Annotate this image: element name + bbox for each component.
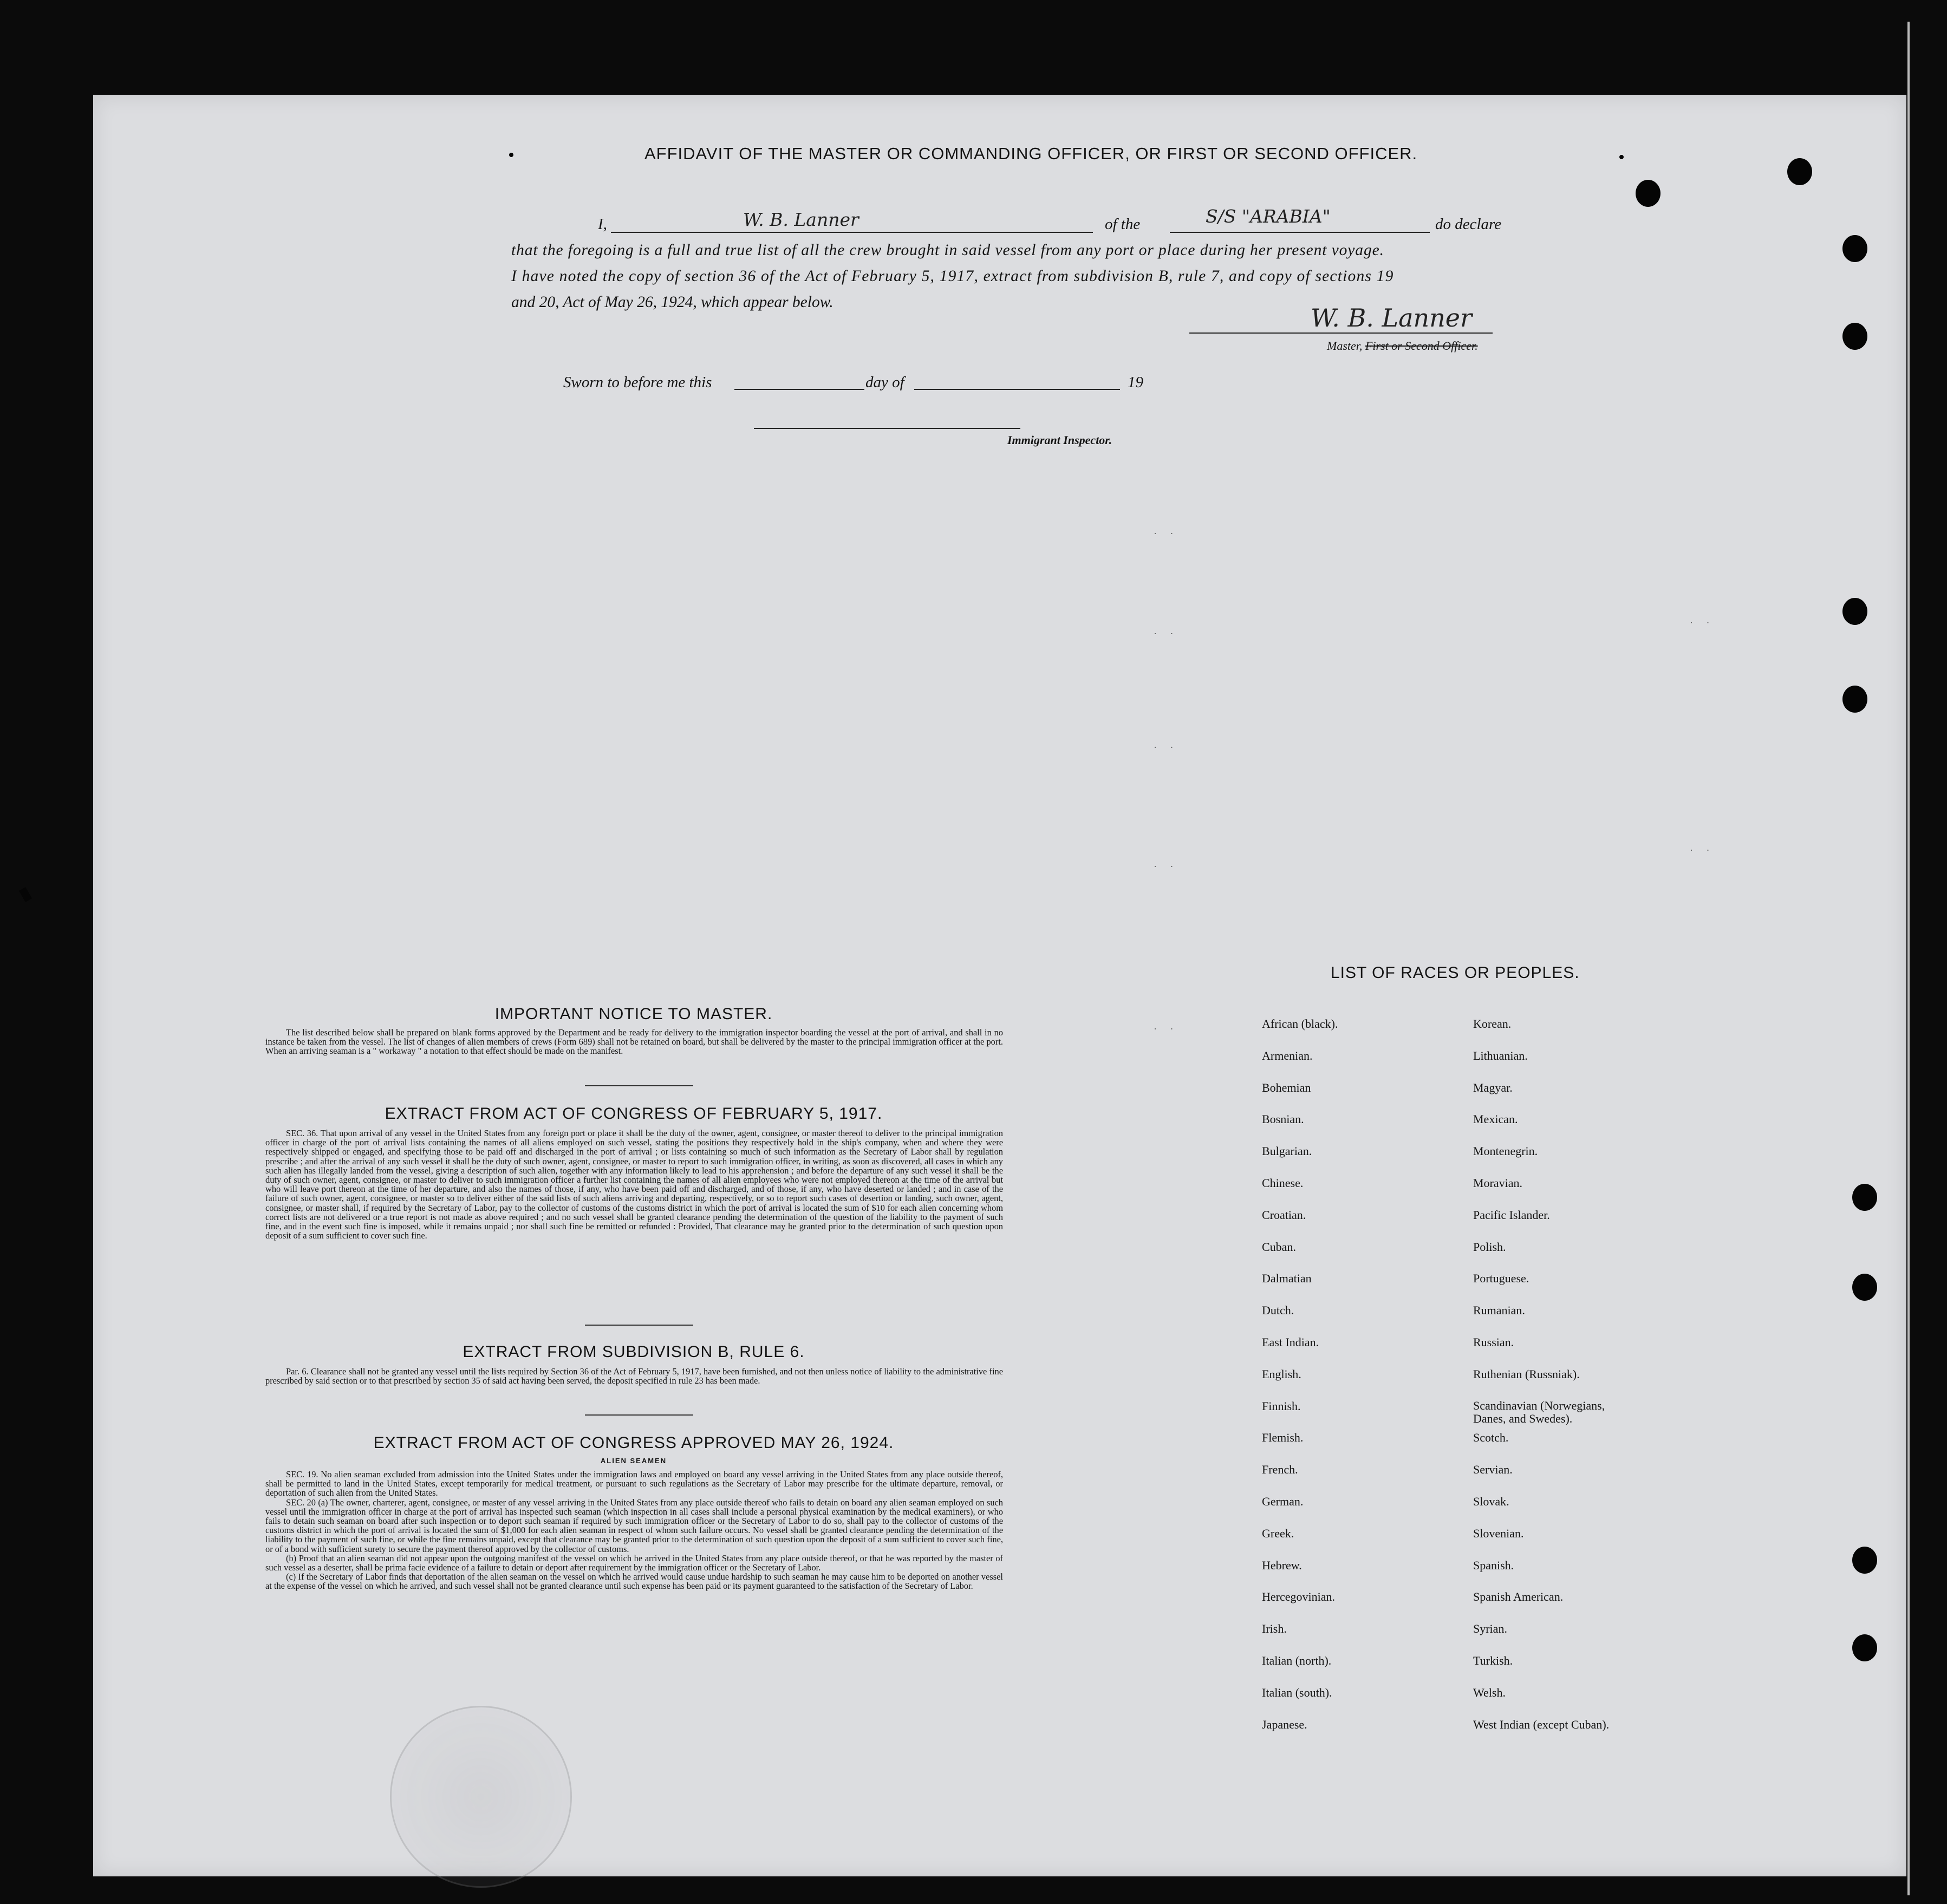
race-item: Italian (north).	[1262, 1654, 1332, 1667]
scan-mark	[1619, 155, 1624, 159]
race-item: Pacific Islander.	[1473, 1208, 1550, 1222]
race-item: Polish.	[1473, 1240, 1506, 1254]
punch-hole	[1852, 1634, 1877, 1661]
affidavit-i-label: I,	[598, 216, 607, 233]
signature-line	[1189, 332, 1493, 334]
punch-hole	[1842, 323, 1867, 350]
sec20c-text: (c) If the Secretary of Labor finds that deportation of the alien seaman on the vessel on which he arrived would cause undue hardship to such seaman he may cause him to be deported on another vessel at the expense of the vessel on which he arrived, and such vessel shall not be granted clearance until such expense has been paid or its payment guaranteed to the satisfaction of the Secretary of Labor.	[265, 1572, 1003, 1592]
notice-heading: IMPORTANT NOTICE TO MASTER.	[494, 1005, 773, 1023]
race-item: Italian (south).	[1262, 1685, 1332, 1699]
race-item: Moravian.	[1473, 1176, 1523, 1190]
extract-1924-text	[265, 1470, 1003, 1591]
race-item: Hebrew.	[1262, 1558, 1302, 1572]
inspector-label: Immigrant Inspector.	[1007, 433, 1112, 447]
faint-dots: · ·	[1154, 1023, 1179, 1034]
race-item: Greek.	[1262, 1526, 1294, 1540]
punch-hole	[1852, 1547, 1877, 1574]
faint-dots: · ·	[1154, 628, 1179, 639]
faint-dots: · ·	[1154, 742, 1179, 753]
race-item: Russian.	[1473, 1335, 1514, 1349]
race-item: Korean.	[1473, 1017, 1512, 1031]
punch-hole	[1842, 235, 1867, 262]
race-item: Ruthenian (Russniak).	[1473, 1367, 1580, 1381]
scan-mark	[19, 887, 32, 902]
affidavit-heading: AFFIDAVIT OF THE MASTER OR COMMANDING OFFICER, OR FIRST OR SECOND OFFICER.	[644, 144, 1418, 163]
extract-rule6-heading: EXTRACT FROM SUBDIVISION B, RULE 6.	[463, 1343, 805, 1361]
punch-hole	[1852, 1184, 1877, 1211]
faint-dots: · ·	[1690, 845, 1715, 856]
punch-hole	[1842, 686, 1867, 713]
race-item: Japanese.	[1262, 1717, 1307, 1731]
extract-rule6-text: Par. 6. Clearance shall not be granted any vessel until the lists required by Section 36 of the Act of February 5, 1917, have been furnished, and not then unless notice of liability to the administrative fine prescribed by said section or to that prescribed by section 35 of said act having been served, the deposit specified in rule 23 has been made.	[265, 1366, 1003, 1386]
affidavit-line-3: I have noted the copy of section 36 of the Act of February 5, 1917, extract from subdivision B, rule 7, and copy of sections 19	[511, 268, 1394, 285]
race-item: West Indian (except Cuban).	[1473, 1717, 1610, 1731]
sworn-day-blank	[734, 389, 864, 390]
struck-officer-title: First or Second Officer.	[1365, 339, 1478, 353]
race-item: Bulgarian.	[1262, 1144, 1312, 1158]
sec20b-text: (b) Proof that an alien seaman did not appear upon the outgoing manifest of the vessel on which he arrived in the United States from any place outside thereof, or that he was reported by the master of such vessel as a deserter, shall be prima facie evidence of a failure to detain or deport after requirement by the immigration officer or the Secretary of Labor.	[265, 1553, 1003, 1573]
race-item: Servian.	[1473, 1463, 1513, 1477]
alien-seamen-subheading: ALIEN SEAMEN	[600, 1457, 667, 1465]
race-item: Flemish.	[1262, 1431, 1304, 1445]
divider	[585, 1085, 693, 1086]
race-item: Rumanian.	[1473, 1303, 1525, 1318]
races-heading: LIST OF RACES OR PEOPLES.	[1331, 964, 1580, 982]
race-item: German.	[1262, 1495, 1304, 1508]
race-item: Scandinavian (Norwegians, Danes, and Swedes).	[1473, 1398, 1605, 1425]
race-item: Montenegrin.	[1473, 1144, 1538, 1158]
race-item: Chinese.	[1262, 1176, 1304, 1190]
race-item: Scotch.	[1473, 1431, 1509, 1445]
day-of-label: day of	[865, 374, 904, 391]
vessel-name-handwritten: S/S "ARABIA"	[1206, 206, 1331, 227]
faint-dots: · ·	[1154, 861, 1179, 872]
race-item: Bosnian.	[1262, 1112, 1304, 1126]
race-item: Magyar.	[1473, 1080, 1513, 1094]
master-signature: W. B. Lanner	[1311, 303, 1472, 332]
vessel-name-blank	[1170, 232, 1430, 233]
scan-mark	[509, 153, 513, 157]
punch-hole	[1842, 598, 1867, 625]
race-item: Welsh.	[1473, 1685, 1506, 1699]
race-item: Turkish.	[1473, 1654, 1513, 1667]
race-item: Syrian.	[1473, 1622, 1507, 1636]
divider	[585, 1414, 693, 1416]
race-item: Dutch.	[1262, 1303, 1294, 1318]
signer-name-handwritten: W. B. Lanner	[743, 209, 859, 230]
race-item: Finnish.	[1262, 1399, 1301, 1413]
extract-1917-text: SEC. 36. That upon arrival of any vessel in the United States from any foreign port or place it shall be the duty of the owner, agent, consignee, or master thereof to deliver to the principal immigration officer in charge of the port of arrival lists containing the names of all aliens employed on such vessel, stating the positions they respectively hold in the ship's company, when and where they were respectively shipped or engaged, and specifying those to be paid off and discharged in the port of arrival ; or lists containing so much of such information as the Secretary of Labor shall by regulation prescribe ; and after the arrival of any such vessel it shall be the duty of such owner, agent, consignee, or master to report to such immigration officer, in writing, as soon as discovered, all cases in which any such alien has illegally landed from the vessel, giving a description of such alien, together with any information likely to lead to his apprehension ; and before the departure of any such vessel it shall be the duty of such owner, agent, consignee, or master to deliver to such immigration officer a further list containing the names of all alien employees who were not employed thereon at the time of the arrival but who will leave port thereon at the time of her departure, and also the names of those, if any, who have been paid off and discharged, and of those, if any, who have deserted or landed ; and in case of the failure of such owner, agent, consignee, or master so to deliver either of the said lists of such aliens arriving and departing, respectively, or so to report such cases of desertion or landing, such owner, agent, consignee, or master shall, if required by the Secretary of Labor, pay to the collector of customs of the customs district in which the port of arrival is located the sum of $10 for each alien concerning whom correct lists are not delivered or a true report is not made as above required ; and no such vessel shall be granted clearance pending the determination of the question of the liability to the payment of such fine, and in the event such fine is imposed, while it remains unpaid ; nor shall such fine be remitted or refunded : Provided, That clearance may be granted prior to the determination of such question upon deposit of a sum sufficient to cover such fine.	[265, 1128, 1003, 1241]
race-item: Mexican.	[1473, 1112, 1518, 1126]
race-item: Croatian.	[1262, 1208, 1306, 1222]
of-the-label: of the	[1105, 216, 1141, 233]
inspector-signature-line	[754, 428, 1020, 429]
punch-hole	[1636, 180, 1661, 207]
extract-1924-heading: EXTRACT FROM ACT OF CONGRESS APPROVED MAY 26, 1924.	[373, 1434, 894, 1452]
race-item: African (black).	[1262, 1017, 1338, 1031]
race-item: Lithuanian.	[1473, 1048, 1528, 1062]
race-item: Portuguese.	[1473, 1271, 1529, 1286]
signer-name-blank	[611, 232, 1093, 233]
race-item: East Indian.	[1262, 1335, 1319, 1349]
race-item: Slovenian.	[1473, 1526, 1524, 1540]
race-item: Spanish American.	[1473, 1590, 1564, 1604]
punch-hole	[1787, 158, 1812, 185]
master-title: Master,	[1327, 339, 1363, 353]
race-item: Hercegovinian.	[1262, 1590, 1335, 1604]
notice-text: The list described below shall be prepared on blank forms approved by the Department and be ready for delivery to the immigration inspector boarding the vessel at the port of arrival, and shall in no instance be taken from the vessel. The list of changes of alien members of crews (Form 689) shall not be retained on board, but shall be delivered by the master to the principal immigration officer at the port. When an arriving seaman is a " workaway " a notation to that effect should be made on the manifest.	[265, 1027, 1003, 1057]
extract-1917-heading: EXTRACT FROM ACT OF CONGRESS OF FEBRUARY 5, 1917.	[385, 1105, 883, 1123]
race-item: Spanish.	[1473, 1558, 1514, 1572]
race-item: Armenian.	[1262, 1048, 1313, 1062]
embossed-seal	[390, 1706, 572, 1888]
race-item: Slovak.	[1473, 1495, 1509, 1508]
race-item: Dalmatian	[1262, 1271, 1312, 1286]
punch-hole	[1852, 1274, 1877, 1301]
affidavit-line-4: and 20, Act of May 26, 1924, which appear below.	[511, 294, 834, 311]
race-item: French.	[1262, 1463, 1298, 1477]
sec19-text: SEC. 19. No alien seaman excluded from admission into the United States under the immigration laws and employed on board any vessel arriving in the United States from any place outside thereof, shall be permitted to land in the United States, except temporarily for medical treatment, or pursuant to such regulations as the Secretary of Labor may prescribe for the ultimate departure, removal, or deportation of such alien from the United States.	[265, 1469, 1003, 1498]
affidavit-line-2: that the foregoing is a full and true list of all the crew brought in said vessel from any port or place during her present voyage.	[511, 242, 1384, 259]
do-declare-label: do declare	[1435, 216, 1502, 233]
race-item: Bohemian	[1262, 1080, 1311, 1094]
sec20a-text: SEC. 20 (a) The owner, charterer, agent, consignee, or master of any vessel arriving in the United States from any place outside thereof who fails to detain on board any alien seaman employed on such vessel until the immigration officer in charge at the port of arrival has inspected such seaman (which inspection in all cases shall include a personal physical examination by the medical examiners), or who fails to detain such seaman on board after such inspection or to deport such seaman if required by such immigration officer or the Secretary of Labor to do so, shall pay to the collector of customs of the customs district in which the port of arrival is located the sum of $1,000 for each alien seaman in respect of whom such failure occurs. No vessel shall be granted clearance pending the determination of the liability to the payment of such fine, or while the fine remains unpaid, except that clearance may be granted prior to the determination of such question upon the deposit of a sum sufficient to cover such fine, or of a bond with sufficient surety to secure the payment thereof approved by the collector of customs.	[265, 1497, 1003, 1554]
race-item: English.	[1262, 1367, 1301, 1381]
document-page	[93, 95, 1906, 1876]
faint-dots: · ·	[1690, 617, 1715, 628]
race-item: Cuban.	[1262, 1240, 1296, 1254]
sworn-label: Sworn to before me this	[563, 374, 712, 391]
master-label	[1327, 339, 1478, 353]
year-label: 19	[1128, 374, 1143, 391]
race-item: Irish.	[1262, 1622, 1287, 1636]
divider	[585, 1325, 693, 1326]
faint-dots: · ·	[1154, 528, 1179, 539]
sworn-month-blank	[914, 389, 1120, 390]
page-edge	[1907, 22, 1910, 1895]
